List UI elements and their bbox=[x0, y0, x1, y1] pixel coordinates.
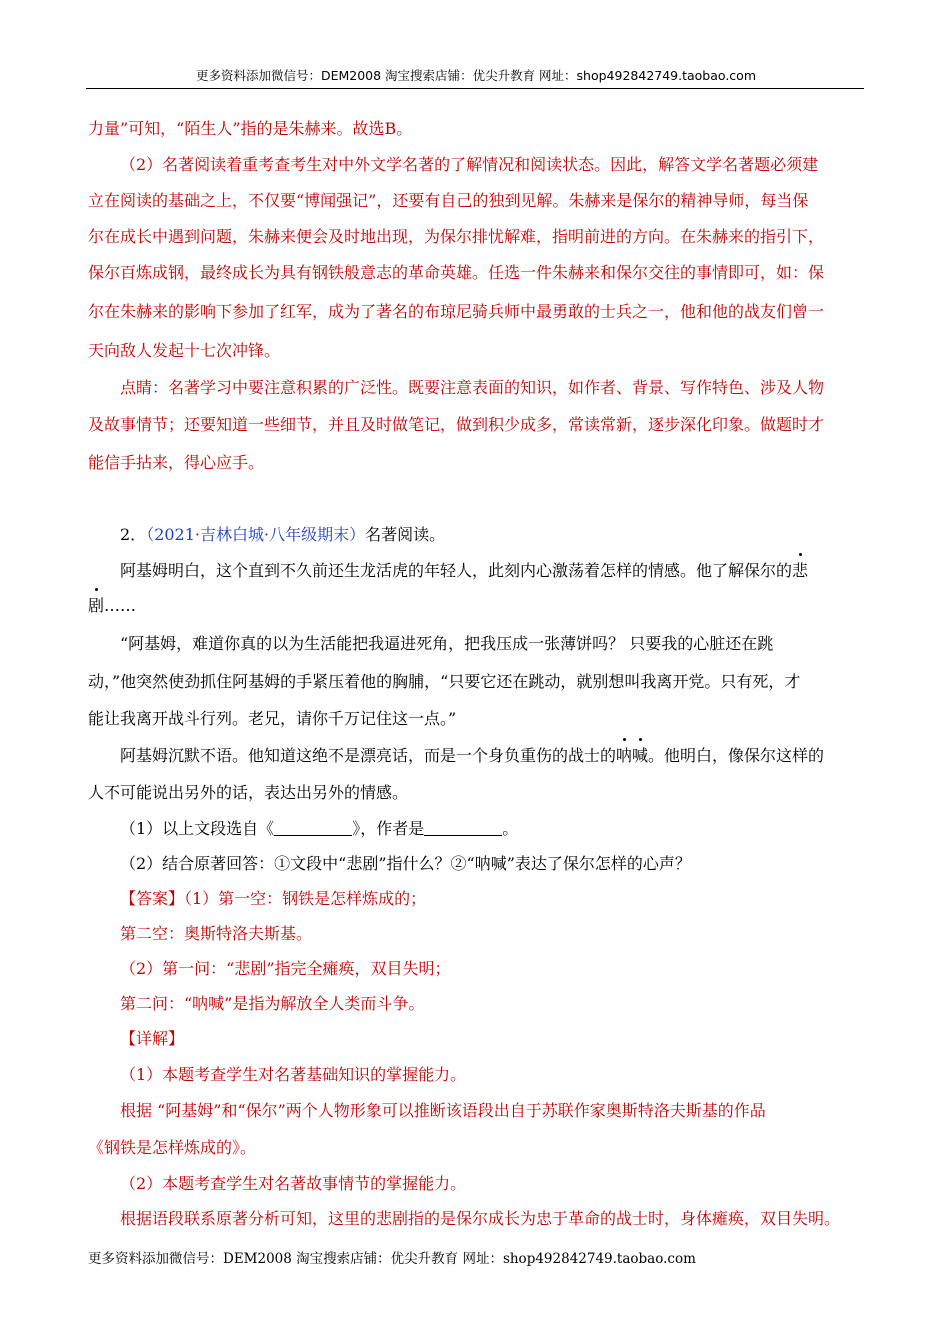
text-line: （2）名著阅读着重考查考生对中外文学名著的了解情况和阅读状态。因此，解答文学名著题必须建 bbox=[120, 155, 819, 174]
question-heading bbox=[120, 524, 868, 546]
question-title: 名著阅读。 bbox=[365, 525, 446, 544]
passage-line: 阿基姆沉默不语。他知道这绝不是漂亮话，而是一个身负重伤的战士的呐喊。他明白，像保尔这样的 bbox=[120, 746, 825, 765]
emphasis-char: 剧 bbox=[88, 596, 105, 615]
passage-line: 能让我离开战斗行列。老兄，请你千万记住这一点。” bbox=[88, 709, 457, 728]
passage-line: 剧…… bbox=[88, 596, 137, 615]
text-line: 尔在成长中遇到问题，朱赫来便会及时地出现，为保尔排忧解难，指明前进的方向。在朱赫来的指引下， bbox=[88, 227, 825, 246]
answer-line: （2）第一问：“悲剧”指完全瘫痪，双目失明； bbox=[120, 959, 451, 978]
text-line: 立在阅读的基础之上，不仅要“博闻强记”，还要有自己的独到见解。朱赫来是保尔的精神导师，每当保 bbox=[88, 191, 809, 210]
text-line: 保尔百炼成钢，最终成长为具有钢铁般意志的革命英雄。任选一件朱赫来和保尔交往的事情即可，如：保 bbox=[88, 263, 825, 282]
header-rule bbox=[86, 88, 864, 89]
page-footer: 更多资料添加微信号：DEM2008 淘宝搜索店铺：优尖升教育 网址：shop492842749.taobao.com bbox=[88, 1251, 696, 1267]
passage-line: 动，”他突然使劲抓住阿基姆的手紧压着他的胸脯，“只要它还在跳动，就别想叫我离开党。只有死，才 bbox=[88, 672, 801, 691]
sub-question-2: （2）结合原著回答：①文段中“悲剧”指什么？②“呐喊”表达了保尔怎样的心声？ bbox=[120, 854, 691, 873]
answer-line: 第二空：奥斯特洛夫斯基。 bbox=[120, 924, 313, 943]
question-source: （2021·吉林白城·八年级期末） bbox=[146, 525, 366, 544]
page-header: 更多资料添加微信号：DEM2008 淘宝搜索店铺：优尖升教育 网址：shop492842749.taobao.com bbox=[195, 68, 757, 83]
answer-blank bbox=[424, 819, 502, 836]
text-line: 尔在朱赫来的影响下参加了红军，成为了著名的布琼尼骑兵师中最勇敢的士兵之一，他和他的战友们曾一 bbox=[88, 302, 825, 321]
answer-line: 根据 “阿基姆”和“保尔”两个人物形象可以推断该语段出自于苏联作家奥斯特洛夫斯基的作品 bbox=[120, 1101, 766, 1120]
answer-line: 根据语段联系原著分析可知，这里的悲剧指的是保尔成长为忠于革命的战士时，身体瘫痪，双目失明。 bbox=[120, 1209, 841, 1228]
emphasis-char: 喊 bbox=[632, 746, 649, 765]
text-line: 力量”可知，“陌生人”指的是朱赫来。故选B。 bbox=[88, 119, 413, 138]
emphasis-char: 呐 bbox=[616, 746, 633, 765]
text-line: 及故事情节；还要知道一些细节，并且及时做笔记，做到积少成多，常读常新，逐步深化印象。做题时才 bbox=[88, 415, 825, 434]
text-line: 点睛：名著学习中要注意积累的广泛性。既要注意表面的知识，如作者、背景、写作特色、涉及人物 bbox=[120, 378, 825, 397]
answer-line: 【答案】（1）第一空：钢铁是怎样炼成的； bbox=[120, 889, 427, 908]
passage-line: 阿基姆明白，这个直到不久前还生龙活虎的年轻人，此刻内心激荡着怎样的情感。他了解保尔的悲 bbox=[120, 561, 809, 580]
answer-line: 《钢铁是怎样炼成的》。 bbox=[88, 1138, 257, 1157]
emphasis-char: 悲 bbox=[792, 561, 809, 580]
answer-line: 【详解】 bbox=[120, 1029, 185, 1048]
answer-line: （2）本题考查学生对名著故事情节的掌握能力。 bbox=[120, 1174, 467, 1193]
question-number: 2． bbox=[120, 525, 147, 544]
answer-blank bbox=[274, 819, 352, 836]
text-line: 能信手拈来，得心应手。 bbox=[88, 453, 265, 472]
answer-line: 第二问：“呐喊”是指为解放全人类而斗争。 bbox=[120, 994, 425, 1013]
sub-question-1: （1）以上文段选自《 》，作者是 。 bbox=[120, 819, 519, 838]
text-line: 天向敌人发起十七次冲锋。 bbox=[88, 341, 281, 360]
passage-line: 人不可能说出另外的话，表达出另外的情感。 bbox=[88, 783, 409, 802]
passage-line: “阿基姆，难道你真的以为生活能把我逼进死角，把我压成一张薄饼吗？ 只要我的心脏还在跳 bbox=[120, 634, 774, 653]
answer-line: （1）本题考查学生对名著基础知识的掌握能力。 bbox=[120, 1065, 467, 1084]
